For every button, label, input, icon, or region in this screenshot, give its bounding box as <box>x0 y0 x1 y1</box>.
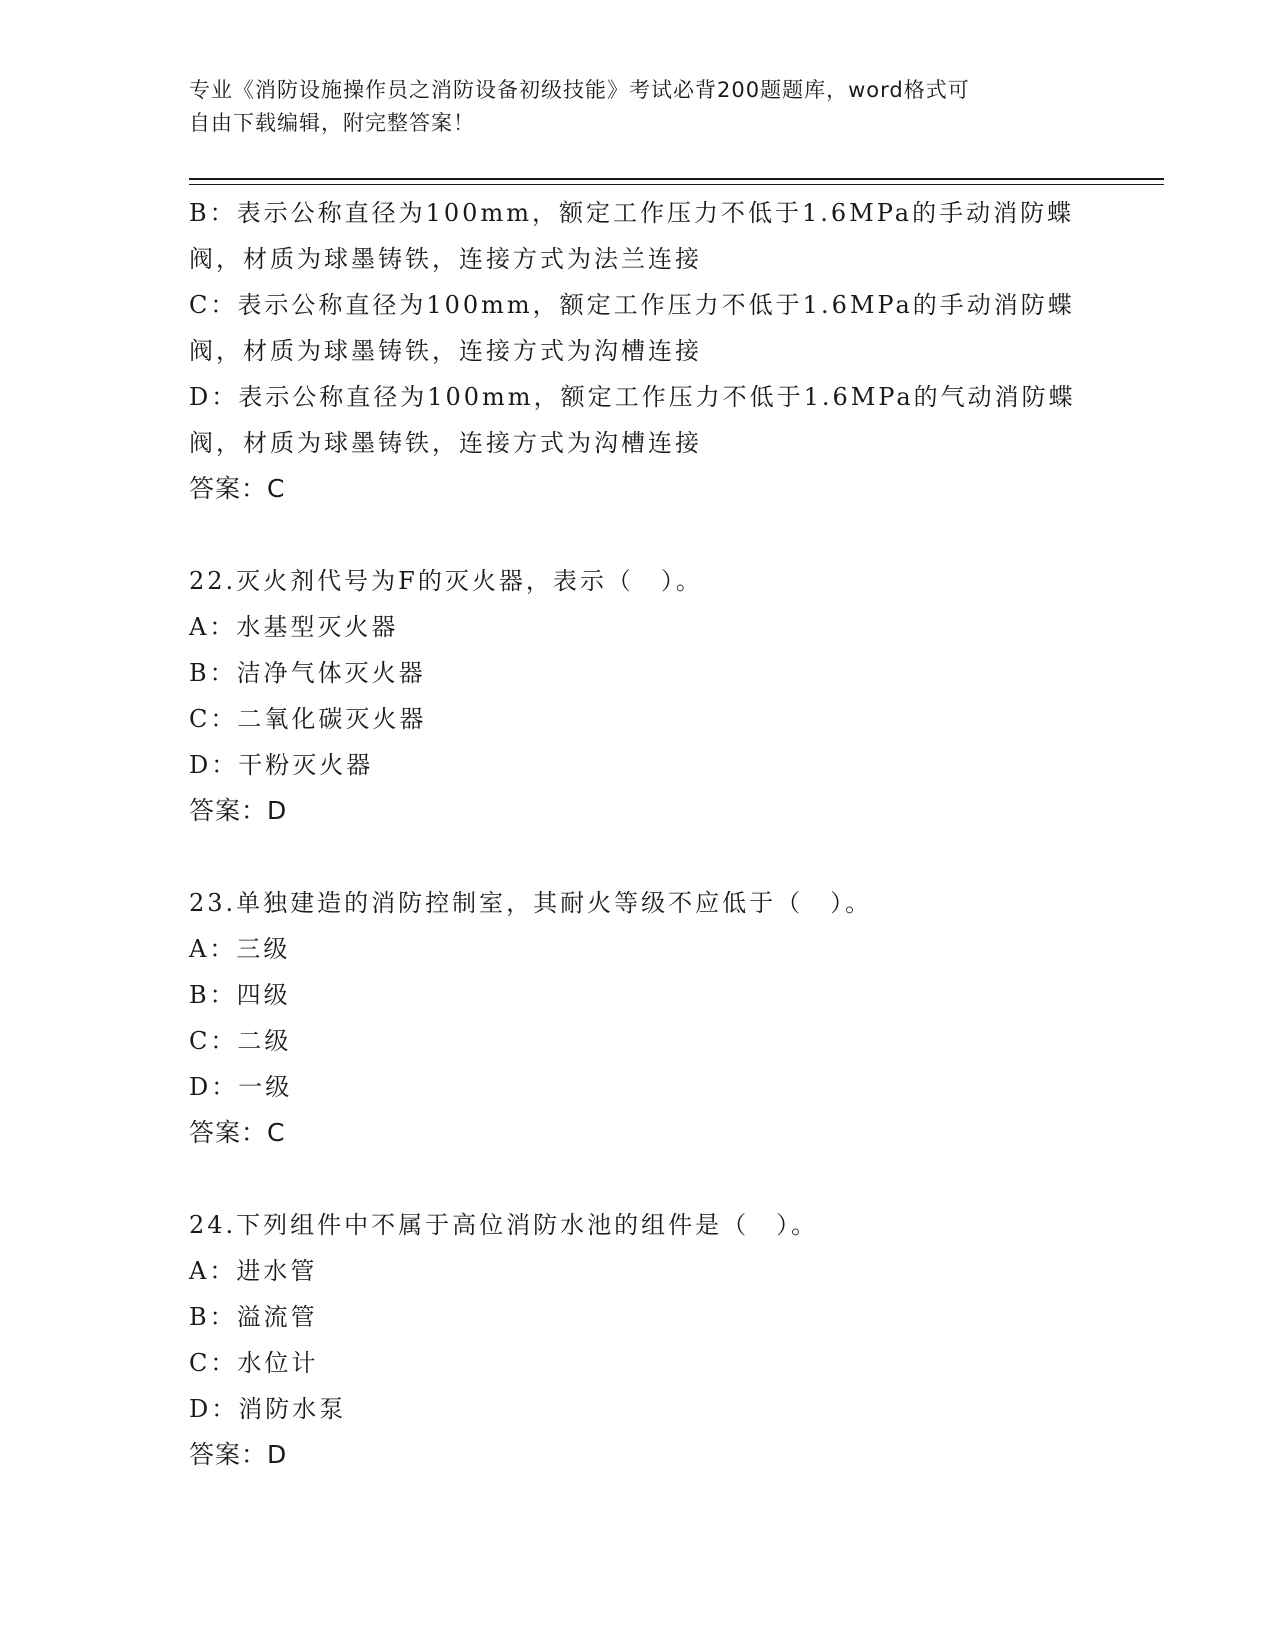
option-c-line-1: C：表示公称直径为100mm，额定工作压力不低于1.6MPa的手动消防蝶 <box>189 291 1075 319</box>
question-spacer <box>189 1156 1089 1202</box>
header-divider-thin <box>189 184 1164 185</box>
option-a: A：三级 <box>189 935 291 963</box>
option-c: C：二氧化碳灭火器 <box>189 705 427 733</box>
answer: 答案：D <box>189 1440 288 1469</box>
question-list <box>189 190 1089 1478</box>
question-spacer <box>189 512 1089 558</box>
option-c: C：二级 <box>189 1027 292 1055</box>
option-d-line-2: 阀，材质为球墨铸铁，连接方式为沟槽连接 <box>189 429 702 457</box>
question-stem: 24.下列组件中不属于高位消防水池的组件是（ ）。 <box>189 1211 819 1239</box>
answer: 答案：C <box>189 474 286 503</box>
document-header <box>189 74 1089 140</box>
answer: 答案：D <box>189 796 288 825</box>
option-b: B：洁净气体灭火器 <box>189 659 426 687</box>
answer: 答案：C <box>189 1118 286 1147</box>
question-stem: 23.单独建造的消防控制室，其耐火等级不应低于（ ）。 <box>189 889 873 917</box>
question-24 <box>189 1202 1089 1478</box>
header-title-line-1: 专业《消防设施操作员之消防设备初级技能》考试必背200题题库，word格式可 <box>189 78 970 102</box>
question-22 <box>189 558 1089 834</box>
option-d-line-1: D：表示公称直径为100mm，额定工作压力不低于1.6MPa的气动消防蝶 <box>189 383 1076 411</box>
header-title-line-2: 自由下载编辑，附完整答案！ <box>189 111 475 135</box>
option-d: D：消防水泵 <box>189 1395 347 1423</box>
option-c: C：水位计 <box>189 1349 319 1377</box>
question-spacer <box>189 834 1089 880</box>
question-stem: 22.灭火剂代号为F的灭火器，表示（ ）。 <box>189 567 703 595</box>
question-21-continued <box>189 190 1089 512</box>
option-d: D：一级 <box>189 1073 293 1101</box>
question-23 <box>189 880 1089 1156</box>
option-d: D：干粉灭火器 <box>189 751 374 779</box>
option-b-line-2: 阀，材质为球墨铸铁，连接方式为法兰连接 <box>189 245 702 273</box>
option-a: A：水基型灭火器 <box>189 613 399 641</box>
header-divider-thick <box>189 178 1164 180</box>
option-c-line-2: 阀，材质为球墨铸铁，连接方式为沟槽连接 <box>189 337 702 365</box>
option-b: B：溢流管 <box>189 1303 318 1331</box>
option-a: A：进水管 <box>189 1257 318 1285</box>
option-b: B：四级 <box>189 981 291 1009</box>
option-b-line-1: B：表示公称直径为100mm，额定工作压力不低于1.6MPa的手动消防蝶 <box>189 199 1075 227</box>
